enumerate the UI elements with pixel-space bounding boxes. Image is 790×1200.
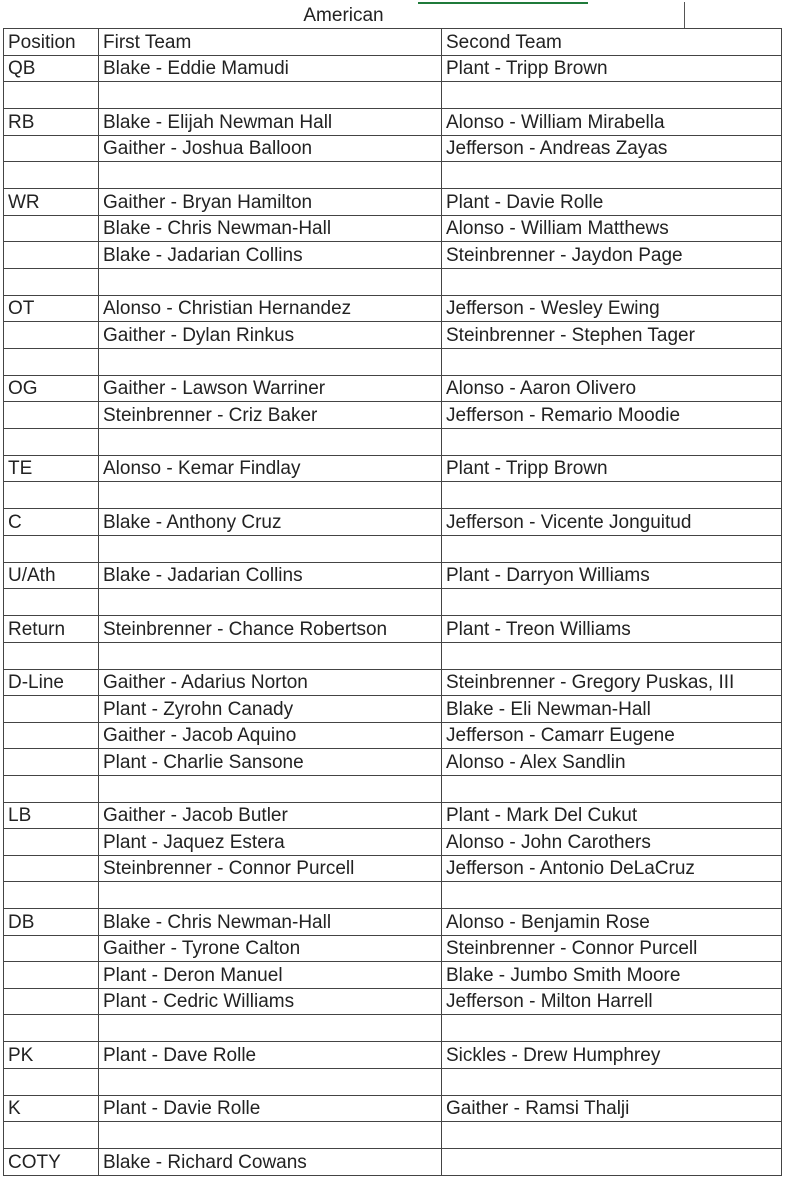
empty-cell[interactable] (99, 882, 442, 909)
empty-cell[interactable] (4, 775, 99, 802)
first-team-cell[interactable]: Plant - Davie Rolle (99, 1095, 442, 1122)
header-position[interactable]: Position (4, 29, 99, 56)
table-row (4, 109, 782, 136)
header-row (4, 29, 782, 56)
position-cell[interactable]: DB (4, 909, 99, 936)
second-team-cell[interactable]: Alonso - William Matthews (442, 215, 782, 242)
position-cell[interactable] (4, 988, 99, 1015)
second-team-cell[interactable]: Blake - Jumbo Smith Moore (442, 962, 782, 989)
title-cell[interactable] (3, 2, 685, 28)
position-cell[interactable] (4, 402, 99, 429)
second-team-cell[interactable]: Plant - Darryon Williams (442, 562, 782, 589)
position-cell[interactable]: QB (4, 55, 99, 82)
empty-cell[interactable] (99, 1068, 442, 1095)
first-team-cell[interactable]: Plant - Zyrohn Canady (99, 696, 442, 723)
second-team-cell[interactable]: Plant - Tripp Brown (442, 455, 782, 482)
position-cell[interactable]: OT (4, 295, 99, 322)
position-cell[interactable] (4, 829, 99, 856)
empty-cell[interactable] (442, 482, 782, 509)
second-team-cell[interactable]: Plant - Treon Williams (442, 616, 782, 643)
blank-row (4, 268, 782, 295)
second-team-cell[interactable]: Jefferson - Camarr Eugene (442, 722, 782, 749)
empty-cell[interactable] (4, 82, 99, 109)
spreadsheet (3, 2, 781, 1176)
first-team-cell[interactable]: Blake - Elijah Newman Hall (99, 109, 442, 136)
position-cell[interactable]: WR (4, 189, 99, 216)
second-team-cell[interactable]: Steinbrenner - Connor Purcell (442, 935, 782, 962)
second-team-cell[interactable]: Gaither - Ramsi Thalji (442, 1095, 782, 1122)
table-row (4, 749, 782, 776)
table-row (4, 242, 782, 269)
empty-cell[interactable] (4, 348, 99, 375)
table-row (4, 1095, 782, 1122)
empty-cell[interactable] (442, 642, 782, 669)
empty-cell[interactable] (442, 1015, 782, 1042)
first-team-cell[interactable]: Steinbrenner - Criz Baker (99, 402, 442, 429)
position-cell[interactable]: C (4, 509, 99, 536)
empty-cell[interactable] (442, 428, 782, 455)
first-team-cell[interactable]: Plant - Deron Manuel (99, 962, 442, 989)
table-row (4, 375, 782, 402)
position-cell[interactable] (4, 722, 99, 749)
empty-cell[interactable] (99, 775, 442, 802)
blank-row (4, 882, 782, 909)
table-row (4, 616, 782, 643)
second-team-cell[interactable]: Plant - Tripp Brown (442, 55, 782, 82)
empty-cell[interactable] (442, 348, 782, 375)
first-team-cell[interactable]: Plant - Charlie Sansone (99, 749, 442, 776)
empty-cell[interactable] (4, 162, 99, 189)
first-team-cell[interactable]: Gaither - Lawson Warriner (99, 375, 442, 402)
empty-cell[interactable] (4, 1015, 99, 1042)
first-team-cell[interactable]: Blake - Chris Newman-Hall (99, 909, 442, 936)
table-row (4, 55, 782, 82)
empty-cell[interactable] (4, 589, 99, 616)
first-team-cell[interactable]: Blake - Anthony Cruz (99, 509, 442, 536)
empty-cell[interactable] (4, 268, 99, 295)
position-cell[interactable] (4, 242, 99, 269)
table-row (4, 402, 782, 429)
empty-cell[interactable] (685, 2, 781, 28)
second-team-cell[interactable]: Jefferson - Wesley Ewing (442, 295, 782, 322)
position-cell[interactable]: U/Ath (4, 562, 99, 589)
position-cell[interactable] (4, 749, 99, 776)
blank-row (4, 1068, 782, 1095)
empty-cell[interactable] (4, 1068, 99, 1095)
first-team-cell[interactable]: Plant - Dave Rolle (99, 1042, 442, 1069)
table-row (4, 509, 782, 536)
second-team-cell[interactable]: Alonso - John Carothers (442, 829, 782, 856)
table-row (4, 802, 782, 829)
empty-cell[interactable] (442, 1122, 782, 1149)
first-team-cell[interactable]: Steinbrenner - Connor Purcell (99, 855, 442, 882)
empty-cell[interactable] (442, 535, 782, 562)
second-team-cell[interactable]: Steinbrenner - Stephen Tager (442, 322, 782, 349)
first-team-cell[interactable]: Gaither - Jacob Aquino (99, 722, 442, 749)
table-row (4, 1042, 782, 1069)
empty-cell[interactable] (99, 482, 442, 509)
position-cell[interactable]: K (4, 1095, 99, 1122)
empty-cell[interactable] (442, 162, 782, 189)
table-row (4, 322, 782, 349)
first-team-cell[interactable]: Gaither - Bryan Hamilton (99, 189, 442, 216)
table-row (4, 696, 782, 723)
empty-cell[interactable] (99, 1122, 442, 1149)
empty-cell[interactable] (99, 1015, 442, 1042)
first-team-cell[interactable]: Gaither - Jacob Butler (99, 802, 442, 829)
position-cell[interactable] (4, 962, 99, 989)
first-team-cell[interactable]: Gaither - Dylan Rinkus (99, 322, 442, 349)
table-row (4, 562, 782, 589)
blank-row (4, 82, 782, 109)
first-team-cell[interactable]: Blake - Jadarian Collins (99, 242, 442, 269)
second-team-cell[interactable]: Plant - Mark Del Cukut (442, 802, 782, 829)
position-cell[interactable]: LB (4, 802, 99, 829)
position-cell[interactable] (4, 135, 99, 162)
empty-cell[interactable] (99, 268, 442, 295)
header-first-team[interactable]: First Team (99, 29, 442, 56)
first-team-cell[interactable]: Gaither - Adarius Norton (99, 669, 442, 696)
empty-cell[interactable] (4, 1122, 99, 1149)
empty-cell[interactable] (99, 428, 442, 455)
blank-row (4, 589, 782, 616)
table-row (4, 988, 782, 1015)
second-team-cell[interactable]: Jefferson - Andreas Zayas (442, 135, 782, 162)
blank-row (4, 535, 782, 562)
second-team-cell[interactable]: Jefferson - Milton Harrell (442, 988, 782, 1015)
first-team-cell[interactable]: Alonso - Christian Hernandez (99, 295, 442, 322)
empty-cell[interactable] (4, 428, 99, 455)
table-row (4, 189, 782, 216)
header-second-team[interactable]: Second Team (442, 29, 782, 56)
first-team-cell[interactable]: Blake - Chris Newman-Hall (99, 215, 442, 242)
selection-indicator (418, 2, 588, 4)
position-cell[interactable] (4, 215, 99, 242)
empty-cell[interactable] (4, 535, 99, 562)
empty-cell[interactable] (442, 882, 782, 909)
table-row (4, 135, 782, 162)
position-cell[interactable] (4, 696, 99, 723)
empty-cell[interactable] (442, 268, 782, 295)
table-row (4, 1149, 782, 1176)
blank-row (4, 482, 782, 509)
table-row (4, 962, 782, 989)
empty-cell[interactable] (442, 589, 782, 616)
blank-row (4, 348, 782, 375)
second-team-cell[interactable]: Steinbrenner - Jaydon Page (442, 242, 782, 269)
second-team-cell[interactable] (442, 1149, 782, 1176)
empty-cell[interactable] (99, 348, 442, 375)
second-team-cell[interactable]: Sickles - Drew Humphrey (442, 1042, 782, 1069)
empty-cell[interactable] (99, 162, 442, 189)
second-team-cell[interactable]: Blake - Eli Newman-Hall (442, 696, 782, 723)
second-team-cell[interactable]: Alonso - Aaron Olivero (442, 375, 782, 402)
all-american-table (3, 28, 782, 1176)
table-row (4, 295, 782, 322)
table-row (4, 855, 782, 882)
blank-row (4, 1015, 782, 1042)
second-team-cell[interactable]: Jefferson - Remario Moodie (442, 402, 782, 429)
first-team-cell[interactable]: Alonso - Kemar Findlay (99, 455, 442, 482)
sheet-title: American (303, 5, 384, 26)
second-team-cell[interactable]: Jefferson - Vicente Jonguitud (442, 509, 782, 536)
empty-cell[interactable] (4, 642, 99, 669)
first-team-cell[interactable]: Blake - Richard Cowans (99, 1149, 442, 1176)
second-team-cell[interactable]: Steinbrenner - Gregory Puskas, III (442, 669, 782, 696)
empty-cell[interactable] (99, 535, 442, 562)
blank-row (4, 428, 782, 455)
table-row (4, 909, 782, 936)
second-team-cell[interactable]: Jefferson - Antonio DeLaCruz (442, 855, 782, 882)
blank-row (4, 162, 782, 189)
table-row (4, 935, 782, 962)
empty-cell[interactable] (4, 482, 99, 509)
first-team-cell[interactable]: Blake - Jadarian Collins (99, 562, 442, 589)
second-team-cell[interactable]: Alonso - Alex Sandlin (442, 749, 782, 776)
table-row (4, 829, 782, 856)
second-team-cell[interactable]: Alonso - Benjamin Rose (442, 909, 782, 936)
position-cell[interactable]: D-Line (4, 669, 99, 696)
first-team-cell[interactable]: Gaither - Tyrone Calton (99, 935, 442, 962)
second-team-cell[interactable]: Alonso - William Mirabella (442, 109, 782, 136)
table-row (4, 215, 782, 242)
empty-cell[interactable] (99, 642, 442, 669)
position-cell[interactable] (4, 322, 99, 349)
title-row (3, 2, 781, 28)
position-cell[interactable] (4, 855, 99, 882)
empty-cell[interactable] (442, 1068, 782, 1095)
table-row (4, 722, 782, 749)
empty-cell[interactable] (4, 882, 99, 909)
position-cell[interactable]: OG (4, 375, 99, 402)
first-team-cell[interactable]: Steinbrenner - Chance Robertson (99, 616, 442, 643)
first-team-cell[interactable]: Blake - Eddie Mamudi (99, 55, 442, 82)
position-cell[interactable] (4, 935, 99, 962)
first-team-cell[interactable]: Gaither - Joshua Balloon (99, 135, 442, 162)
second-team-cell[interactable]: Plant - Davie Rolle (442, 189, 782, 216)
first-team-cell[interactable]: Plant - Jaquez Estera (99, 829, 442, 856)
first-team-cell[interactable]: Plant - Cedric Williams (99, 988, 442, 1015)
empty-cell[interactable] (99, 82, 442, 109)
blank-row (4, 642, 782, 669)
empty-cell[interactable] (442, 775, 782, 802)
position-cell[interactable]: Return (4, 616, 99, 643)
blank-row (4, 775, 782, 802)
position-cell[interactable]: PK (4, 1042, 99, 1069)
blank-row (4, 1122, 782, 1149)
position-cell[interactable]: TE (4, 455, 99, 482)
empty-cell[interactable] (99, 589, 442, 616)
table-row (4, 455, 782, 482)
table-row (4, 669, 782, 696)
position-cell[interactable]: COTY (4, 1149, 99, 1176)
empty-cell[interactable] (442, 82, 782, 109)
position-cell[interactable]: RB (4, 109, 99, 136)
